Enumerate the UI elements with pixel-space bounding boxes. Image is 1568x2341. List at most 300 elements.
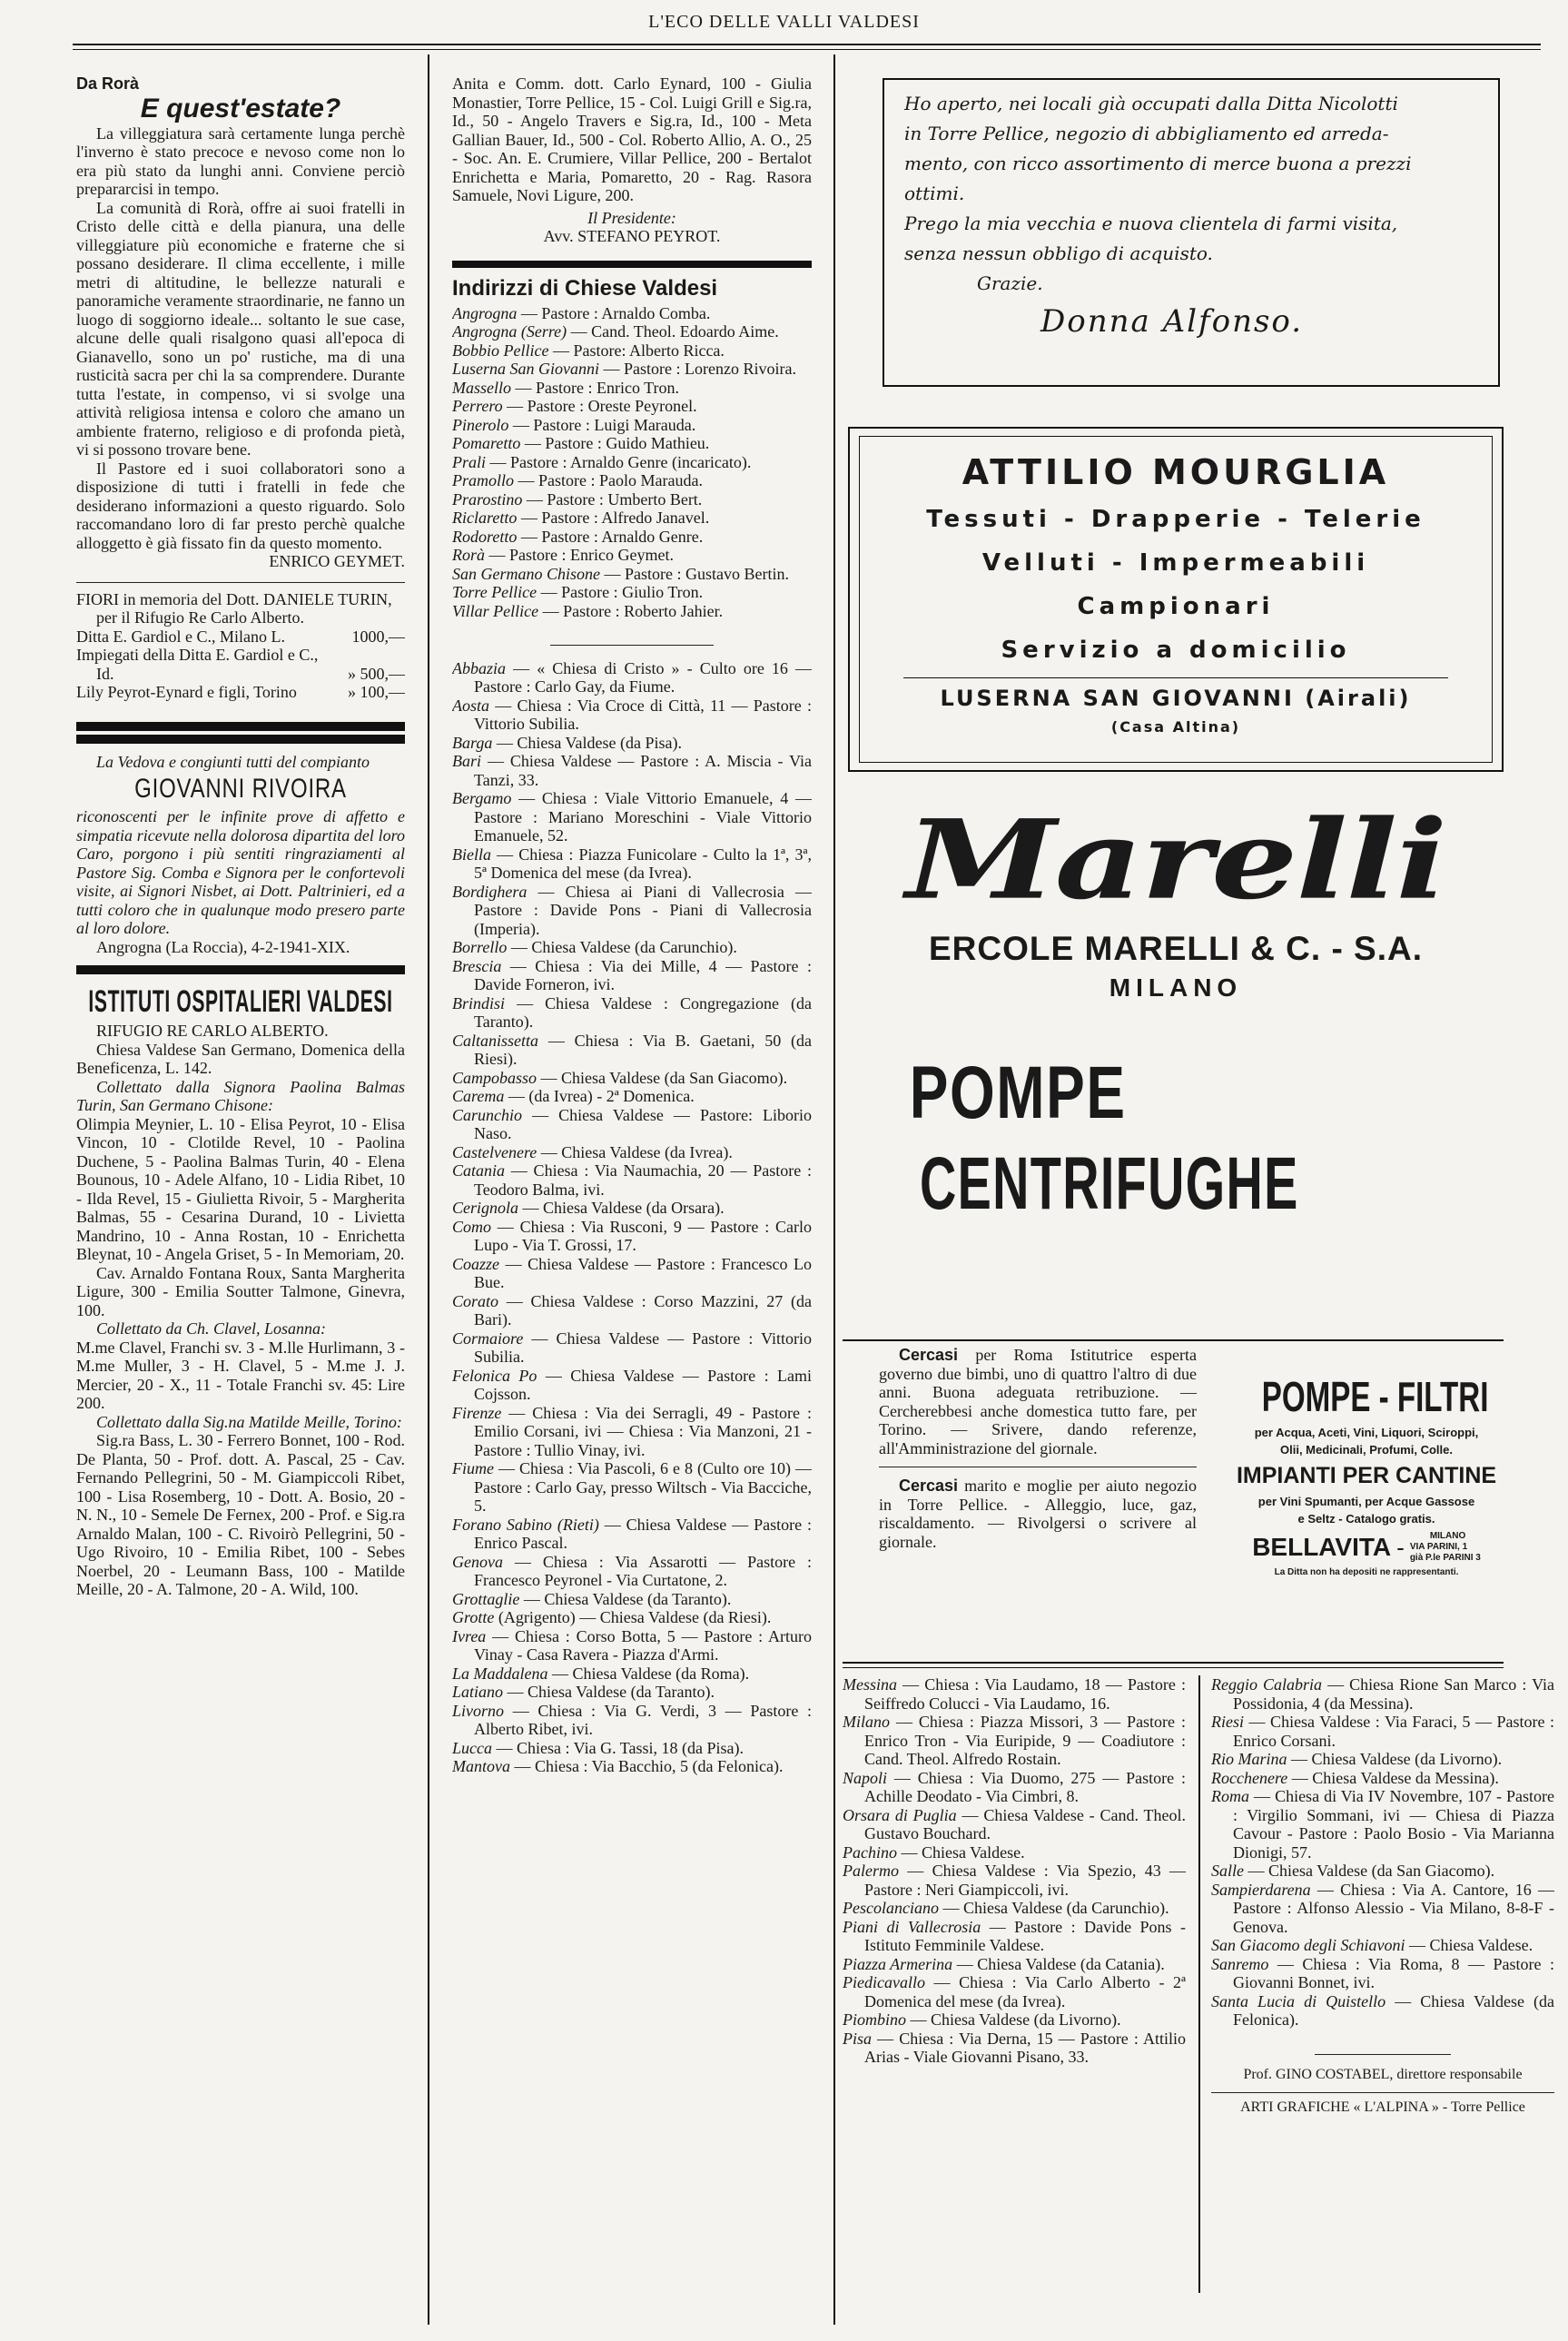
church-details: — Chiesa Valdese (da Livorno). — [1287, 1750, 1503, 1768]
church-details: — Chiesa Valdese — Pastore: Liborio Naso. — [474, 1105, 812, 1142]
church-entry — [1211, 1769, 1554, 1788]
church-place: Brescia — [452, 956, 502, 975]
church-entry — [452, 1757, 812, 1776]
rora-signature: ENRICO GEYMET. — [269, 552, 405, 570]
church-place: Brindisi — [452, 993, 506, 1012]
church-place: Orsara di Puglia — [843, 1805, 957, 1824]
fiori-amount: 1000,— — [351, 627, 405, 646]
church-details: — Pastore : Umberto Bert. — [522, 489, 703, 509]
column-2 — [452, 74, 812, 2326]
ad-line: senza nessun obbligo di acquisto. — [904, 242, 1213, 264]
church-details: — Chiesa : Via A. Cantore, 16 — Pastore : Alfonso Alessio - Via Milano, 8-8-F - Genova. — [1233, 1880, 1554, 1936]
church-entry — [452, 1590, 812, 1609]
black-bar — [452, 261, 812, 268]
mourglia-line: Servizio a domicilio — [1001, 637, 1351, 664]
church-entry — [452, 734, 812, 753]
church-entry — [452, 528, 812, 547]
istituti-title: ISTITUTI OSPITALIERI VALDESI — [88, 984, 393, 1019]
church-details: — Chiesa ai Piani di Vallecrosia — Pastore : Davide Pons - Piani di Vallecrosia (Imperia). — [474, 882, 812, 938]
church-place: Prarostino — [452, 489, 523, 509]
classified-text: marito e moglie per aiuto negozio in Torre Pellice. - Alleggio, luce, gaz, riscaldamento. — Rivolgersi o scrivere al giornale. — [879, 1477, 1197, 1551]
mourglia-line: Campionari — [1077, 593, 1275, 620]
fiori-donor: Lily Peyrot-Eynard e figli, Torino — [76, 683, 297, 701]
church-place: Aosta — [452, 696, 490, 715]
church-details: — Pastore : Davide Pons - Istituto Femminile Valdese. — [864, 1917, 1186, 1954]
church-entry — [452, 659, 812, 696]
church-entry — [452, 957, 812, 994]
church-entry — [843, 1899, 1186, 1918]
church-entry — [452, 1516, 812, 1553]
church-entry — [452, 1739, 812, 1758]
rivoira-intro: La Vedova e congiunti tutti del compianto — [96, 752, 370, 771]
classified-ad — [879, 1477, 1197, 1551]
bellavita-address: già P.le PARINI 3 — [1409, 1553, 1481, 1563]
marelli-logo: Marelli — [905, 795, 1446, 924]
bellavita-note: La Ditta non ha depositi ne rappresentanti. — [1274, 1567, 1459, 1577]
church-place: Piani di Vallecrosia — [843, 1917, 981, 1936]
president-label: Il Presidente: — [587, 208, 676, 227]
church-details: — Chiesa : Corso Botta, 5 — Pastore : Arturo Vinay - Casa Ravera - Piazza d'Armi. — [474, 1626, 812, 1664]
church-entry — [452, 789, 812, 845]
running-header — [0, 13, 1568, 49]
istituti-paragraph: Collettato dalla Signora Paolina Balmas Turin, San Germano Chisone: — [76, 1077, 405, 1114]
church-entry — [452, 322, 812, 341]
church-entry — [843, 1713, 1186, 1769]
divider — [843, 1667, 1504, 1668]
church-place: Genova — [452, 1552, 503, 1571]
church-details: — Pastore : Lorenzo Rivoira. — [599, 360, 796, 378]
church-place: Latiano — [452, 1683, 504, 1701]
church-entry — [1211, 1675, 1554, 1713]
church-details: — Chiesa Valdese (da Roma). — [547, 1664, 750, 1683]
column-rule — [833, 54, 835, 2325]
column-4-list — [1211, 1675, 1554, 2329]
marelli-city: MILANO — [1109, 973, 1243, 1002]
istituti-paragraph: M.me Clavel, Franchi sv. 3 - M.lle Hurlimann, 3 - M.me Muller, 3 - H. Clavel, 5 - M.me J. J. Mercier, 20 - X., 11 - Totale Franchi sv. 45: Lire 200. — [76, 1338, 405, 1412]
church-details: — Chiesa : Via Roma, 8 — Pastore : Giovanni Bonnet, ivi. — [1233, 1954, 1554, 1991]
church-place: Rorà — [452, 546, 485, 564]
church-list — [1211, 1675, 1554, 2030]
fiori-row — [76, 627, 405, 647]
church-entry — [1211, 1936, 1554, 1955]
ad-line: mento, con ricco assortimento di merce buona a prezzi — [904, 153, 1412, 174]
church-details: — Chiesa Valdese — Pastore : Enrico Pascal. — [474, 1515, 812, 1552]
mourglia-line: Tessuti - Drapperie - Telerie — [926, 506, 1425, 533]
president-name: Avv. STEFANO PEYROT. — [543, 227, 721, 245]
church-details: — Pastore : Oreste Peyronel. — [502, 397, 697, 415]
church-details: — Chiesa Valdese da Messina). — [1287, 1768, 1499, 1787]
church-entry — [452, 546, 812, 565]
church-details: — Chiesa : Via dei Mille, 4 — Pastore : Davide Forneron, ivi. — [474, 956, 812, 993]
church-place: Salle — [1211, 1862, 1244, 1880]
church-entry — [452, 1404, 812, 1460]
church-details: — Chiesa Valdese — Pastore : A. Miscia - Via Tanzi, 33. — [474, 752, 812, 789]
church-place: Torre Pellice — [452, 583, 537, 601]
classified-lead: Cercasi — [899, 1346, 959, 1364]
church-details: — Pastore : Alfredo Janavel. — [517, 509, 710, 527]
church-place: Rocchenere — [1211, 1768, 1288, 1787]
church-details: — Chiesa : Piazza Funicolare - Culto la 1ª, 3ª, 5ª Domenica del mese (da Ivrea). — [474, 845, 812, 882]
church-place: San Germano Chisone — [452, 564, 600, 583]
rora-title: E quest'estate? — [140, 93, 341, 123]
church-entry — [1211, 1992, 1554, 2030]
church-entry — [452, 490, 812, 509]
marelli-product: CENTRIFUGHE — [919, 1142, 1299, 1225]
black-bar — [76, 965, 405, 974]
donations-continuation: Anita e Comm. dott. Carlo Eynard, 100 - Giulia Monastier, Torre Pellice, 15 - Col. Luigi Grill e Sig.ra, Id., 50 - Angelo Travers e Sig.ra, Id., 100 - Meta Gallian Bauer, Id., 500 - Col. Roberto Allio, A. O., 25 - Soc. An. E. Crumiere, Villar Pellice, 200 - Bertalot Enrichetta e Maria, Pomaretto, 20 - Rag. Rasora Samuele, Novi Ligure, 200. — [452, 74, 812, 204]
church-details: — Chiesa : Via Pascoli, 6 e 8 (Culto ore 10) — Pastore : Carlo Gay, presso Wiltsch - Via Bacciche, 5. — [474, 1459, 812, 1515]
classified-text: per Roma Istitutrice esperta governo due bimbi, uno di quattro l'altro di due anni. Buona adeguata retribuzione. — Cercherebbesi anche domestica tutto fare, per Torino. — Srivere, dando referenze, all'Amministrazione del giornale. — [879, 1346, 1197, 1457]
church-details: — Pastore : Gustavo Bertin. — [600, 564, 789, 583]
church-place: Caltanissetta — [452, 1031, 539, 1050]
church-details: — Chiesa : Via Laudamo, 18 — Pastore : Seiffredo Colucci - Via Laudamo, 16. — [864, 1675, 1186, 1713]
footer-director: Prof. GINO COSTABEL, direttore responsabile — [1243, 2067, 1523, 2082]
church-entry — [452, 565, 812, 584]
ad-mourglia — [848, 427, 1504, 772]
church-entry — [843, 1843, 1186, 1862]
ad-bellavita: POMPE - FILTRI per Acqua, Aceti, Vini, Liquori, Sciroppi, Olii, Medicinali, Profumi, Colle. IMPIANTI PER CANTINE per Vini Spumanti, per Acque Gassose e Seltz - Catalogo gratis. BELLAVITA - MILANO VIA PARINI, 1 già P.le PARINI 3 La Ditta non ha depositi ne rappresentanti. — [1221, 1369, 1512, 1633]
column-1 — [76, 74, 405, 2326]
church-details: — « Chiesa di Cristo » - Culto ore 16 — Pastore : Carlo Gay, da Fiume. — [474, 658, 812, 696]
church-entry — [452, 1459, 812, 1516]
classified-ad — [879, 1346, 1197, 1457]
church-entry — [452, 1683, 812, 1702]
church-place: Abbazia — [452, 658, 507, 677]
church-place: Livorno — [452, 1701, 505, 1720]
column-rule — [1198, 1675, 1200, 2293]
fiori-intro: FIORI in memoria del Dott. DANIELE TURIN, per il Rifugio Re Carlo Alberto. — [76, 589, 392, 627]
header-rule — [73, 44, 1541, 45]
church-entry — [452, 471, 812, 490]
church-details: — Chiesa : Via Carlo Alberto - 2ª Domenica del mese (da Ivrea). — [864, 1973, 1186, 2010]
church-entry — [452, 416, 812, 435]
church-place: Pinerolo — [452, 415, 509, 434]
divider — [843, 1662, 1504, 1664]
fiori-amount: » 100,— — [348, 683, 405, 701]
church-place: Bobbio Pellice — [452, 341, 549, 360]
church-entry — [843, 1806, 1186, 1843]
church-details: — Pastore : Enrico Geymet. — [485, 546, 674, 564]
bellavita-brand: BELLAVITA — [1252, 1533, 1392, 1561]
church-place: Catania — [452, 1161, 506, 1180]
church-place: Riclaretto — [452, 509, 518, 527]
church-list — [452, 304, 812, 621]
fiori-row — [76, 646, 405, 683]
church-entry — [1211, 1750, 1554, 1769]
indirizzi-title: Indirizzi di Chiese Valdesi — [452, 275, 718, 301]
church-details: — Pastore: Alberto Ricca. — [548, 341, 725, 360]
church-details: — Chiesa Rione San Marco : Via Possidonia, 4 (da Messina). — [1233, 1675, 1554, 1713]
church-place: Napoli — [843, 1768, 888, 1787]
church-details: — Pastore : Guido Mathieu. — [520, 434, 710, 452]
church-place: Lucca — [452, 1738, 492, 1757]
church-entry — [452, 1367, 812, 1404]
church-list — [452, 659, 812, 1776]
church-details: — Chiesa Valdese : Corso Mazzini, 27 (da Bari). — [474, 1291, 812, 1329]
church-place: Villar Pellice — [452, 601, 539, 620]
church-entry — [452, 1218, 812, 1255]
church-details: — Pastore : Luigi Marauda. — [508, 415, 696, 434]
church-entry — [452, 1199, 812, 1218]
church-entry — [452, 845, 812, 883]
church-place: Biella — [452, 845, 491, 864]
church-entry — [452, 938, 812, 957]
ad-line: in Torre Pellice, negozio di abbigliamento ed arreda- — [904, 123, 1389, 144]
header-rule-thin — [73, 49, 1541, 50]
church-entry — [452, 341, 812, 361]
fiori-amount: » 500,— — [348, 664, 405, 683]
ad-marelli — [844, 792, 1507, 1346]
church-place: Roma — [1211, 1787, 1249, 1805]
church-entry — [452, 360, 812, 379]
divider — [843, 1339, 1504, 1341]
fiori-donor: Impiegati della Ditta E. Gardiol e C., Id. — [76, 646, 319, 683]
church-details: — Chiesa Valdese (da Catania). — [952, 1954, 1165, 1973]
rivoira-name: GIOVANNI RIVOIRA — [134, 774, 347, 804]
church-entry — [452, 1553, 812, 1590]
church-place: Angrogna (Serre) — [452, 322, 567, 341]
mourglia-sub: (Casa Altina) — [1110, 718, 1241, 736]
church-details: — Chiesa : Via Duomo, 275 — Pastore : Achille Deodato - Via Cimbri, 8. — [864, 1768, 1186, 1805]
ad-line: Prego la mia vecchia e nuova clientela di farmi visita, — [904, 212, 1398, 234]
church-place: Mantova — [452, 1757, 510, 1775]
church-details: — Chiesa Valdese. — [1405, 1936, 1533, 1954]
church-details: — Pastore : Arnaldo Genre (incaricato). — [486, 452, 752, 471]
bellavita-line: per Vini Spumanti, per Acque Gassose — [1257, 1495, 1475, 1508]
church-entry — [452, 1161, 812, 1199]
church-details: — Chiesa Valdese - Cand. Theol. Gustavo Bouchard. — [864, 1805, 1186, 1842]
church-entry — [452, 1702, 812, 1739]
church-entry — [452, 1255, 812, 1292]
church-entry — [843, 1769, 1186, 1806]
church-entry — [452, 1087, 812, 1106]
divider — [76, 582, 405, 583]
church-details: — Chiesa : Via G. Verdi, 3 — Pastore : Alberto Ribet, ivi. — [474, 1701, 812, 1738]
church-place: Grotte — [452, 1608, 495, 1626]
church-details: — Pastore : Paolo Marauda. — [514, 471, 703, 489]
church-place: Firenze — [452, 1403, 502, 1422]
church-place: Pomaretto — [452, 434, 521, 452]
church-entry — [452, 1032, 812, 1069]
church-details: — Chiesa Valdese : Via Faraci, 5 — Pastore : Enrico Corsani. — [1233, 1713, 1554, 1750]
bellavita-line: per Acqua, Aceti, Vini, Liquori, Sciroppi, — [1254, 1426, 1479, 1439]
church-details: — Chiesa Valdese (da Taranto). — [519, 1589, 732, 1608]
short-rule — [550, 645, 714, 646]
church-details: — Pastore : Arnaldo Comba. — [517, 303, 711, 322]
church-details: — Chiesa Valdese (da Taranto). — [503, 1683, 715, 1701]
church-place: Corato — [452, 1291, 499, 1310]
church-entry — [452, 379, 812, 398]
church-place: Campobasso — [452, 1068, 537, 1087]
church-entry — [452, 883, 812, 939]
church-details: — Chiesa : Via Naumachia, 20 — Pastore : Teodoro Balma, ivi. — [474, 1161, 812, 1199]
church-details: — Chiesa : Via dei Serragli, 49 - Pastore : Emilio Corsani, ivi — Chiesa : Via Manzoni, 21 - Pastore : Tullio Vinay, ivi. — [474, 1403, 812, 1459]
church-entry — [452, 994, 812, 1032]
rora-paragraph: La villeggiatura sarà certamente lunga perchè l'inverno è stato precoce e nevoso come non lo era più stato da lunghi anni. Conviene perciò prepararcisi in tempo. — [76, 123, 405, 198]
church-place: Cerignola — [452, 1199, 519, 1217]
mourglia-name: ATTILIO MOURGLIA — [962, 452, 1390, 492]
church-place: Felonica Po — [452, 1366, 537, 1385]
church-place: San Giacomo degli Schiavoni — [1211, 1936, 1405, 1954]
church-place: Piedicavallo — [843, 1973, 925, 1991]
footer-printer: ARTI GRAFICHE « L'ALPINA » - Torre Pellice — [1240, 2099, 1525, 2115]
church-place: La Maddalena — [452, 1664, 548, 1683]
church-entry — [1211, 1862, 1554, 1881]
marelli-product: POMPE — [909, 1052, 1127, 1134]
church-place: Pescolanciano — [843, 1899, 939, 1917]
church-details: — Pastore : Enrico Tron. — [511, 378, 680, 397]
church-details: — Chiesa Valdese (da Ivrea). — [537, 1142, 733, 1161]
church-details: — Chiesa Valdese — Pastore : Lami Cojsson. — [474, 1366, 812, 1403]
church-details: — Chiesa : Via G. Tassi, 18 (da Pisa). — [492, 1738, 744, 1757]
church-entry — [452, 1292, 812, 1329]
church-details: — Chiesa Valdese (da Carunchio). — [507, 938, 737, 956]
bellavita-line: e Seltz - Catalogo gratis. — [1297, 1512, 1435, 1526]
church-place: Rio Marina — [1211, 1750, 1287, 1768]
bellavita-address: VIA PARINI, 1 — [1409, 1542, 1468, 1552]
church-place: Pramollo — [452, 471, 515, 489]
black-bar — [76, 735, 405, 744]
bellavita-impianti: IMPIANTI PER CANTINE — [1236, 1463, 1497, 1488]
church-place: Massello — [452, 378, 511, 397]
church-details: — Chiesa Valdese. — [897, 1842, 1025, 1862]
bellavita-line: Olii, Medicinali, Profumi, Colle. — [1280, 1443, 1453, 1457]
church-place: Riesi — [1211, 1713, 1244, 1731]
column-3-list — [843, 1675, 1186, 2311]
church-place: Prali — [452, 452, 487, 471]
church-place: Bergamo — [452, 789, 512, 807]
church-details: — Chiesa Valdese (da San Giacomo). — [1244, 1862, 1495, 1880]
church-details: — Chiesa Valdese : Via Spezio, 43 — Pastore : Neri Giampiccoli, ivi. — [864, 1862, 1186, 1899]
church-details: — Chiesa Valdese (da San Giacomo). — [537, 1068, 788, 1087]
classifieds — [879, 1346, 1197, 1551]
church-details: — Pastore : Roberto Jahier. — [538, 601, 724, 620]
church-place: Pachino — [843, 1842, 897, 1862]
church-details: — Chiesa di Via IV Novembre, 107 - Pastore : Virgilio Sommani, ivi — Chiesa di Piazza Cavour - Pastore : Paolo Bosio - Via Marianna Dionigi, 57. — [1233, 1787, 1554, 1862]
church-entry — [843, 2030, 1186, 2067]
church-entry — [843, 2010, 1186, 2030]
church-details: — Chiesa : Via Assarotti — Pastore : Francesco Peyronel - Via Curtatone, 2. — [474, 1552, 812, 1589]
church-entry — [452, 752, 812, 789]
bellavita-title: POMPE - FILTRI — [1261, 1373, 1489, 1420]
church-details: — Chiesa Valdese — Pastore : Francesco Lo Bue. — [474, 1254, 812, 1291]
rora-place: Da Rorà — [76, 74, 140, 93]
church-details: — Chiesa Valdese (da Livorno). — [906, 2010, 1121, 2029]
church-details: — Chiesa : Via B. Gaetani, 50 (da Riesi). — [474, 1031, 812, 1068]
church-details: — Chiesa Valdese (da Felonica). — [1233, 1991, 1554, 2029]
church-entry — [452, 509, 812, 528]
church-place: Forano Sabino (Rieti) — [452, 1515, 599, 1534]
church-entry — [452, 1106, 812, 1143]
running-title: L'ECO DELLE VALLI VALDESI — [648, 12, 920, 32]
bellavita-city: MILANO — [1429, 1531, 1466, 1541]
fiori-row — [76, 683, 405, 702]
church-details: — Chiesa : Viale Vittorio Emanuele, 4 — Pastore : Mariano Moreschini - Viale Vittorio Emanuele, 52. — [474, 789, 812, 845]
church-entry — [452, 453, 812, 472]
church-place: Piazza Armerina — [843, 1954, 953, 1973]
church-details: — Pastore : Arnaldo Genre. — [517, 527, 704, 546]
church-entry — [1211, 1955, 1554, 1992]
church-details: — Cand. Theol. Edoardo Aime. — [567, 322, 779, 341]
church-place: Sanremo — [1211, 1954, 1269, 1973]
church-entry — [843, 1973, 1186, 2010]
rivoira-place-date: Angrogna (La Roccia), 4-2-1941-XIX. — [96, 937, 350, 956]
church-place: Rodoretto — [452, 527, 518, 546]
rora-paragraph: Il Pastore ed i suoi collaboratori sono a disposizione di tutti i fratelli in fede che desiderano informazioni a questo riguardo. Solo raccomandano loro di far presto perchè qualche alloggetto è già fissato fin da questo momento. — [76, 459, 405, 552]
mourglia-line: Velluti - Impermeabili — [981, 549, 1370, 577]
istituti-paragraph: Collettato da Ch. Clavel, Losanna: — [96, 1319, 327, 1338]
church-list — [843, 1675, 1186, 2067]
ad-donna-alfonso — [883, 78, 1500, 387]
istituti-paragraph: Chiesa Valdese San Germano, Domenica della Beneficenza, L. 142. — [76, 1040, 405, 1077]
church-place: Como — [452, 1217, 492, 1236]
fiori-donor: Ditta E. Gardiol e C., Milano L. — [76, 627, 285, 646]
church-entry — [843, 1675, 1186, 1713]
church-entry — [1211, 1787, 1554, 1862]
church-place: Messina — [843, 1675, 897, 1694]
istituti-paragraph: Cav. Arnaldo Fontana Roux, Santa Margherita Ligure, 300 - Emilia Soutter Talmone, Ginevra, 100. — [76, 1263, 405, 1319]
istituti-subtitle: RIFUGIO RE CARLO ALBERTO. — [96, 1022, 329, 1040]
marelli-company: ERCOLE MARELLI & C. - S.A. — [929, 930, 1423, 967]
church-entry — [452, 1329, 812, 1367]
church-place: Perrero — [452, 397, 503, 415]
church-place: Grottaglie — [452, 1589, 520, 1608]
church-details: — Chiesa : Via Rusconi, 9 — Pastore : Carlo Lupo - Via T. Grossi, 17. — [474, 1217, 812, 1254]
church-entry — [843, 1862, 1186, 1899]
istituti-paragraph: Collettato dalla Sig.na Matilde Meille, Torino: — [96, 1412, 402, 1431]
church-details: — Chiesa Valdese (da Orsara). — [518, 1199, 725, 1217]
church-place: Sampierdarena — [1211, 1880, 1311, 1899]
church-place: Cormaiore — [452, 1329, 524, 1348]
church-entry — [452, 602, 812, 621]
church-entry — [452, 434, 812, 453]
church-entry — [843, 1918, 1186, 1955]
church-place: Reggio Calabria — [1211, 1675, 1323, 1694]
church-entry — [843, 1955, 1186, 1974]
ad-thanks: Grazie. — [977, 272, 1043, 294]
istituti-paragraph: Sig.ra Bass, L. 30 - Ferrero Bonnet, 100 - Rod. De Planta, 50 - Prof. dott. A. Pascal, 25 - Cav. Fernando Pellegrini, 50 - M. Giampiccoli Ribet, 100 - Lisa Rosemberg, 10 - Dott. A. Bosio, 20 - N. N., 10 - Semele De Fernex, 200 - Prof. e Sig.ra Arnaldo Malan, 100 - C. Rivoirò Pellegrini, 50 - Ugo Rivoiro, 10 - Emilia Ribet, 100 - Sebes Noerbel, 20 - Leumann Bass, 100 - Matilde Meille, 20 - A. Talmone, 20 - A. Wild, 100. — [76, 1431, 405, 1598]
rora-paragraph: La comunità di Rorà, offre ai suoi fratelli in Cristo delle città e della pianura, una delle villeggiature più economiche e fraterne che si possano desiderare. Il clima eccellente, i mille metri di altitudine, le bellezze naturali e panoramiche veramente straordinarie, ne fanno un luogo di soggiorno ideale... soltanto le sue case, alcune delle quali risalgono quasi all'epoca di Gianavello, sono un po' rustiche, ma di una rusticità sacra per chi la sa comprendere. Durante tutta l'estate, in compenso, vi si svolge una attività religiosa intensa e coloro che amano un ambiente fraterno, religioso e di profonda pietà, vi si possono trovare bene. — [76, 198, 405, 459]
church-place: Bari — [452, 752, 482, 770]
church-details: — Chiesa : Via Derna, 15 — Pastore : Attilio Arias - Viale Giovanni Pisano, 33. — [864, 2029, 1186, 2066]
black-bar — [76, 722, 405, 731]
church-details: — Chiesa Valdese — Pastore : Vittorio Subilia. — [474, 1329, 812, 1366]
column-rule — [428, 54, 429, 2325]
church-place: Santa Lucia di Quistello — [1211, 1991, 1386, 2010]
church-place: Coazze — [452, 1254, 500, 1273]
ad-line: Ho aperto, nei locali già occupati dalla Ditta Nicolotti — [904, 93, 1398, 114]
church-place: Piombino — [843, 2010, 906, 2029]
church-entry — [452, 1664, 812, 1684]
church-place: Castelvenere — [452, 1142, 537, 1161]
church-place: Borrello — [452, 938, 508, 956]
church-place: Pisa — [843, 2029, 873, 2048]
church-place: Palermo — [843, 1862, 899, 1880]
church-entry — [1211, 1881, 1554, 1937]
ad-signature: Donna Alfonso. — [1040, 303, 1304, 340]
church-entry — [452, 1608, 812, 1627]
istituti-paragraph: Olimpia Meynier, L. 10 - Elisa Peyrot, 10 - Elisa Vincon, 10 - Clotilde Revel, 10 - Paolina Duchene, 5 - Paolina Balmas Turin, 40 - Elena Bounous, 10 - Adele Alfano, 10 - Lidia Ribet, 10 - Ilda Revel, 15 - Giulietta Rivoir, 5 - Margherita Balmas, 55 - Cesarina Durand, 10 - Livietta Mandrino, 10 - Anna Rostan, 10 - Enrichetta Bleynat, 10 - Angela Griset, 5 - In Memoriam, 20. — [76, 1114, 405, 1263]
church-place: Bordighera — [452, 882, 528, 901]
church-details: — Chiesa : Via Croce di Città, 11 — Pastore : Vittorio Subilia. — [474, 696, 812, 733]
ad-line: ottimi. — [904, 183, 965, 204]
church-entry — [1211, 1713, 1554, 1750]
church-details: — Chiesa Valdese (da Pisa). — [492, 733, 682, 752]
church-place: Carunchio — [452, 1105, 523, 1124]
church-entry — [452, 583, 812, 602]
church-place: Luserna San Giovanni — [452, 360, 599, 378]
church-entry — [452, 1069, 812, 1088]
